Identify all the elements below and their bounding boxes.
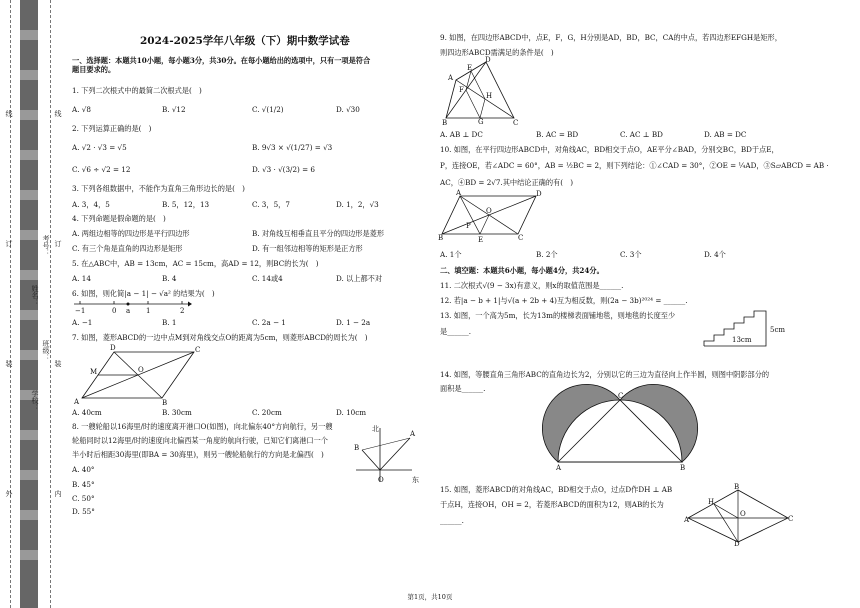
question-stem: 则四边形ABCD需满足的条件是( ) <box>440 48 554 57</box>
svg-text:D: D <box>110 344 116 352</box>
cut-line-outer <box>10 0 11 608</box>
option: A. 40cm <box>72 408 102 417</box>
option: D. 1 − 2a <box>336 318 371 327</box>
class-label: 班级： <box>42 340 50 361</box>
svg-text:A: A <box>74 398 80 406</box>
binding-label: 装 <box>54 360 62 367</box>
svg-text:A: A <box>410 430 416 438</box>
option: A. 14 <box>72 274 91 283</box>
question-stem: 面积是______. <box>440 384 486 393</box>
svg-text:D: D <box>485 56 491 64</box>
question-stem: P，连接OE，若∠ADC = 60°，AB = ½BC = 2，则下列结论：①∠CAD = 30°，②OE = ¼AD，③S▱ABCD = AB · <box>440 161 829 170</box>
tick-label: 2 <box>180 307 185 315</box>
svg-text:A: A <box>556 464 562 472</box>
option: A. 40° <box>72 465 95 474</box>
question-stem: 于点H，连接OH，OH = 2，若菱形ABCD的面积为12，则AB的长为 <box>440 500 664 509</box>
svg-text:A: A <box>456 189 462 197</box>
svg-text:O: O <box>486 207 492 215</box>
svg-text:B: B <box>354 444 360 452</box>
option: C. √(1/2) <box>252 105 284 114</box>
svg-text:B: B <box>442 119 448 127</box>
binding-label: 线 <box>5 110 13 117</box>
option: D. √30 <box>336 105 360 114</box>
question-stem: 3. 下列各组数据中，不能作为直角三角形边长的是( ) <box>72 184 245 193</box>
staircase-figure <box>700 306 800 350</box>
svg-text:E: E <box>478 236 484 244</box>
page-title: 2024-2025学年八年级（下）期中数学试卷 <box>140 35 350 47</box>
svg-text:B: B <box>680 464 686 472</box>
option: D. 以上都不对 <box>336 274 383 283</box>
svg-text:H: H <box>708 498 715 506</box>
question-stem: AC，④BD = 2√7.其中结论正确的有( ) <box>440 178 574 187</box>
exam-number-label: 考号： <box>42 235 50 256</box>
option: A. AB ⊥ DC <box>440 130 483 139</box>
svg-text:C: C <box>195 346 201 354</box>
option: B. 30cm <box>162 408 192 417</box>
option: B. 对角线互相垂直且平分的四边形是菱形 <box>252 229 385 238</box>
cut-line-inner <box>50 0 51 608</box>
svg-text:B: B <box>438 234 444 242</box>
question-stem: 4. 下列命题是假命题的是( ) <box>72 214 166 223</box>
svg-text:M: M <box>90 368 98 376</box>
option: A. 两组边相等的四边形是平行四边形 <box>72 229 190 238</box>
rhombus-figure-15 <box>684 484 794 546</box>
binding-label: 外 <box>5 490 13 497</box>
option: D. 4个 <box>704 250 726 259</box>
option: A. 1个 <box>440 250 462 259</box>
question-stem: 15. 如图，菱形ABCD的对角线AC，BD相交于点O，过点D作DH ⊥ AB <box>440 485 673 494</box>
question-stem: 2. 下列运算正确的是( ) <box>72 124 152 133</box>
option: C. AC ⊥ BD <box>620 130 663 139</box>
option: C. √6 ÷ √2 = 12 <box>72 165 131 174</box>
binding-label: 内 <box>54 490 62 497</box>
svg-text:H: H <box>486 92 493 100</box>
option: B. 45° <box>72 480 95 489</box>
svg-text:C: C <box>513 119 519 127</box>
option: C. 20cm <box>252 408 282 417</box>
svg-text:A: A <box>448 74 454 82</box>
option: A. 3，4，5 <box>72 200 110 209</box>
question-stem: 10. 如图，在平行四边形ABCD中，对角线AC，BD相交于点O，AE平分∠BAD，分别交BC，BD于点E， <box>440 145 779 154</box>
option: B. 1 <box>162 318 177 327</box>
question-stem: 轮船同时以12海里/时的速度向北偏西某一角度的航向行驶，已知它们离港口一个 <box>72 436 328 445</box>
question-stem: 8. 一艘轮船以16海里/时的速度离开港口O(如图)，向北偏东40°方向航行，另一艘 <box>72 422 333 431</box>
svg-text:B: B <box>734 483 740 491</box>
option: B. 4 <box>162 274 177 283</box>
svg-text:O: O <box>378 476 384 484</box>
option: C. 3个 <box>620 250 642 259</box>
option: C. 有三个角是直角的四边形是矩形 <box>72 244 183 253</box>
option: C. 2a − 1 <box>252 318 286 327</box>
option: B. AC = BD <box>536 130 579 139</box>
question-stem: 是______. <box>440 327 472 336</box>
question-stem: 半小时后相距30海里(即BA = 30海里)，则另一艘轮船航行的方向是北偏西( ) <box>72 450 324 459</box>
binding-label: 订 <box>54 240 62 247</box>
height-label: 5cm <box>770 326 786 334</box>
svg-text:E: E <box>467 64 473 72</box>
svg-text:C: C <box>788 515 794 523</box>
svg-text:O: O <box>138 366 144 374</box>
option: B. √12 <box>162 105 186 114</box>
option: D. 有一组邻边相等的矩形是正方形 <box>252 244 363 253</box>
binding-label: 线 <box>54 110 62 117</box>
question-stem: 12. 若|a − b + 1|与√(a + 2b + 4)互为相反数，则(2a − 3b)²⁰²⁴ = ______. <box>440 296 688 305</box>
length-label: 13cm <box>732 336 752 344</box>
question-stem: 6. 如图，则化简|a − 1| − √a² 的结果为( ) <box>72 289 215 298</box>
option: A. √2 · √3 = √5 <box>72 143 127 152</box>
compass-figure <box>352 424 420 486</box>
question-stem: 11. 二次根式√(9 − 3x)有意义，则x的取值范围是______. <box>440 281 624 290</box>
question-stem: 14. 如图，等腰直角三角形ABC的直角边长为2，分别以它的三边为直径向上作半圆，则图中阴影部分的 <box>440 370 770 379</box>
option: D. 10cm <box>336 408 367 417</box>
question-stem: 13. 如图，一个高为5m，长为13m的楼梯表面铺地毯，则地毯的长度至少 <box>440 311 676 320</box>
question-stem: 7. 如图，菱形ABCD的一边中点M到对角线交点O的距离为5cm，则菱形ABCD的周长为( ) <box>72 333 368 342</box>
svg-text:G: G <box>478 118 484 126</box>
option: A. √8 <box>72 105 91 114</box>
binding-label: 订 <box>5 240 13 247</box>
parallelogram-figure <box>438 189 542 244</box>
svg-text:D: D <box>734 540 740 548</box>
question-stem: 1. 下列二次根式中的最简二次根式是( ) <box>72 86 202 95</box>
option: A. −1 <box>72 318 93 327</box>
option: D. 1，2，√3 <box>336 200 379 209</box>
option: D. 55° <box>72 507 95 516</box>
rhombus-figure <box>74 344 204 406</box>
svg-text:F: F <box>459 86 464 94</box>
option: C. 3，5，7 <box>252 200 290 209</box>
tick-label: −1 <box>75 307 86 315</box>
semicircles-figure <box>548 392 688 472</box>
binding-margin <box>0 0 62 608</box>
svg-text:O: O <box>740 510 746 518</box>
question-stem: 5. 在△ABC中，AB = 13cm，AC = 15cm，高AD = 12，则BC的长为( ) <box>72 259 319 268</box>
svg-text:A: A <box>684 516 690 524</box>
svg-text:D: D <box>536 190 542 198</box>
option: D. √3 · √(3/2) = 6 <box>252 165 316 174</box>
option: C. 50° <box>72 494 95 503</box>
school-label: 学校： <box>31 390 39 411</box>
option: B. 2个 <box>536 250 558 259</box>
tick-label: a <box>126 307 131 315</box>
svg-text:B: B <box>162 399 168 407</box>
question-stem: ______. <box>440 516 464 525</box>
section-heading: 一、选择题：本题共10小题，每小题3分，共30分。在每小题给出的选项中，只有一项是符合题目要求的。 <box>72 56 371 74</box>
section-heading: 二、填空题：本题共6小题，每小题4分，共24分。 <box>440 266 604 275</box>
option: B. 5，12，13 <box>162 200 210 209</box>
option: B. 9√3 × √(1/27) = √3 <box>252 143 333 152</box>
tick-label: 0 <box>112 307 117 315</box>
binding-label: 装 <box>5 360 13 367</box>
option: C. 14或4 <box>252 274 283 283</box>
north-label: 北 <box>372 425 379 433</box>
question-stem: 9. 如图，在四边形ABCD中，点E，F，G，H分别是AD，BD，BC，CA的中点，若四边形EFGH是矩形， <box>440 33 782 42</box>
svg-text:P: P <box>466 222 471 230</box>
name-label: 姓名： <box>31 285 39 306</box>
svg-text:C: C <box>618 392 624 400</box>
number-line-figure <box>72 298 192 316</box>
svg-text:C: C <box>518 234 524 242</box>
option: D. AB = DC <box>704 130 747 139</box>
tick-label: 1 <box>146 307 151 315</box>
quadrilateral-figure <box>442 56 522 127</box>
page-footer: 第1页，共10页 <box>407 593 453 601</box>
east-label: 东 <box>412 476 419 484</box>
